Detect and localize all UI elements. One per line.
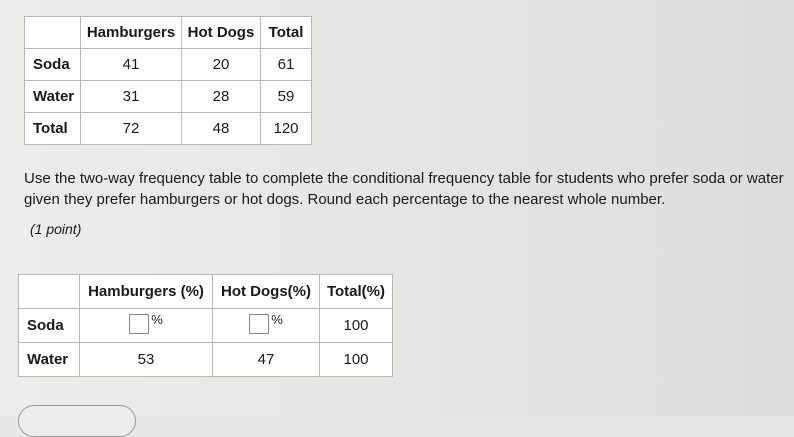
table-cell: 72 — [81, 113, 182, 145]
table-cell: 48 — [182, 113, 261, 145]
row-header-water: Water — [25, 81, 81, 113]
row-header-water: Water — [19, 343, 80, 377]
table-cell: 59 — [261, 81, 312, 113]
column-header-total-percent: Total(%) — [320, 275, 393, 309]
soda-hot-dogs-answer-input[interactable] — [249, 314, 269, 334]
table-row — [19, 309, 393, 343]
column-header-hot-dogs: Hot Dogs — [182, 17, 261, 49]
question-text: Use the two-way frequency table to complete the conditional frequency table for students who prefer soda or water given they prefer hamburgers or hot dogs. Round each percentage to the nearest whole number. — [24, 170, 784, 208]
two-way-frequency-table — [24, 16, 312, 145]
corner-cell — [25, 17, 81, 49]
conditional-frequency-table — [18, 274, 393, 377]
table-cell: 28 — [182, 81, 261, 113]
table-row — [25, 49, 312, 81]
table-header-row — [19, 275, 393, 309]
table-cell — [80, 309, 213, 343]
row-header-soda: Soda — [25, 49, 81, 81]
column-header-hot-dogs-percent: Hot Dogs(%) — [213, 275, 320, 309]
column-header-hamburgers: Hamburgers — [81, 17, 182, 49]
points-label: (1 point) — [30, 221, 82, 237]
table-cell: 120 — [261, 113, 312, 145]
soda-hamburgers-answer-input[interactable] — [129, 314, 149, 334]
submit-button[interactable] — [18, 405, 136, 437]
row-header-total: Total — [25, 113, 81, 145]
percent-symbol: % — [151, 311, 163, 327]
table-row — [25, 81, 312, 113]
corner-cell — [19, 275, 80, 309]
table-cell: 100 — [320, 309, 393, 343]
table-cell: 61 — [261, 49, 312, 81]
column-header-hamburgers-percent: Hamburgers (%) — [80, 275, 213, 309]
table-cell: 41 — [81, 49, 182, 81]
table-header-row — [25, 17, 312, 49]
table-cell: 100 — [320, 343, 393, 377]
column-header-total: Total — [261, 17, 312, 49]
table-cell — [213, 309, 320, 343]
table-cell: 53 — [80, 343, 213, 377]
table-cell: 20 — [182, 49, 261, 81]
table-row — [25, 113, 312, 145]
table-cell: 47 — [213, 343, 320, 377]
row-header-soda: Soda — [19, 309, 80, 343]
percent-symbol: % — [271, 311, 283, 327]
table-row — [19, 343, 393, 377]
answer-wrapper — [129, 311, 163, 334]
answer-wrapper — [249, 311, 283, 334]
table-cell: 31 — [81, 81, 182, 113]
